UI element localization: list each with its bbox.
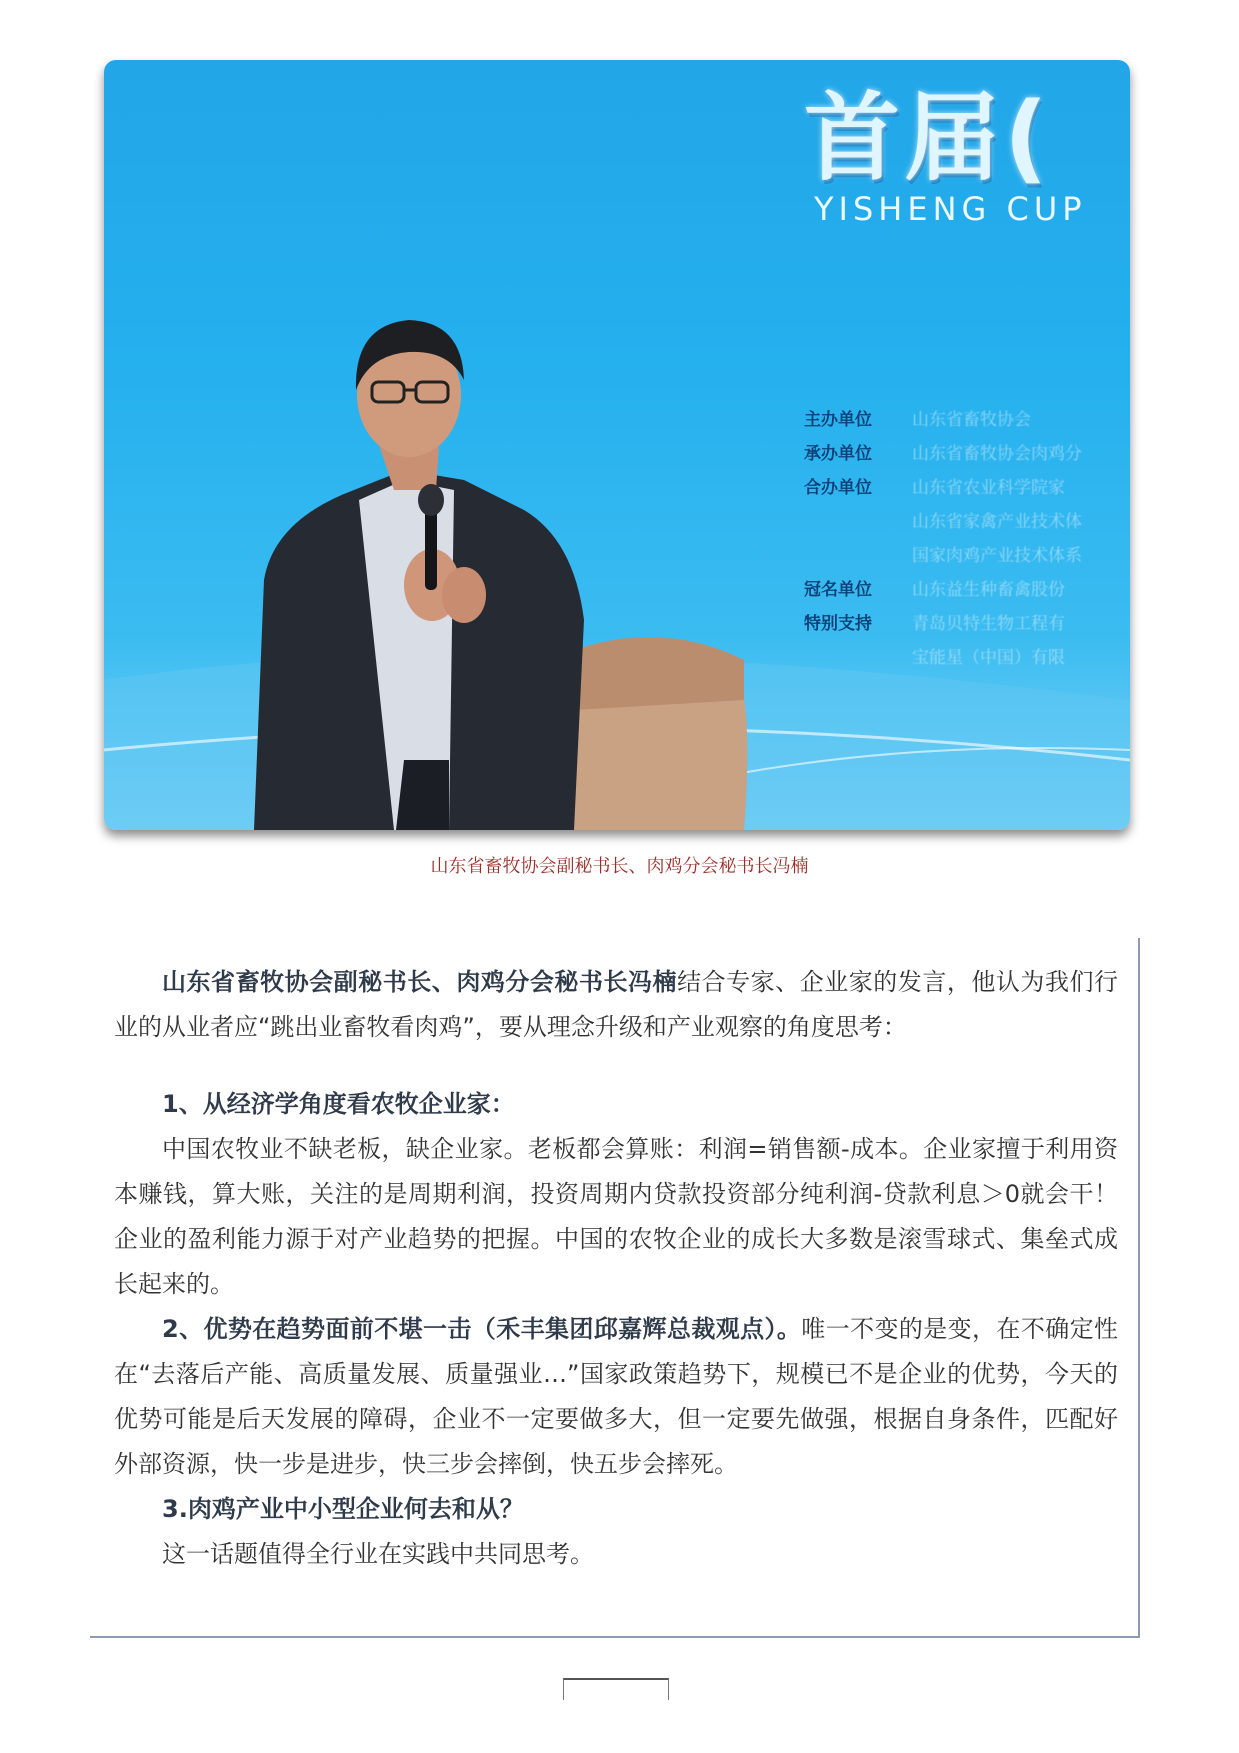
credit-key: 合办单位 — [804, 477, 872, 498]
article-body — [114, 960, 1118, 1577]
banner-title: 首届( — [804, 82, 1052, 194]
point1-heading — [114, 1082, 1118, 1127]
banner-subtitle: YISHENG CUP — [814, 190, 1087, 228]
credit-key: 主办单位 — [804, 409, 872, 430]
point2-text: 唯一不变的是变，在不确定性在“去落后产能、高质量发展、质量强业…”国家政策趋势下，规模已不是企业的优势，今天的优势可能是后天发展的障碍，企业不一定要做多大，但一定要先做强，根据自身条件，匹配好外部资源，快一步是进步，快三步会摔倒，快五步会摔死。 — [114, 1315, 1119, 1478]
speaker-photo — [104, 60, 1130, 830]
credit-row — [804, 570, 1082, 604]
credit-row — [804, 400, 1082, 434]
speaker-name: 山东省畜牧协会副秘书长、肉鸡分会秘书长冯楠 — [162, 968, 678, 996]
credit-row — [804, 638, 1082, 672]
point2-title: 2、优势在趋势面前不堪一击（禾丰集团邱嘉辉总裁观点）。 — [162, 1315, 802, 1343]
credit-value: 青岛贝特生物工程有 — [912, 613, 1065, 634]
credit-value: 山东省家禽产业技术体 — [912, 511, 1082, 532]
credit-row — [804, 468, 1082, 502]
point1-title: 1、从经济学角度看农牧企业家： — [162, 1090, 515, 1118]
credit-key: 冠名单位 — [804, 579, 872, 600]
text-box-right-border — [1138, 938, 1140, 1638]
intro-paragraph — [114, 960, 1118, 1050]
credit-row — [804, 502, 1082, 536]
credit-value: 山东省畜牧协会 — [912, 409, 1031, 430]
page-tab-decoration — [563, 1678, 669, 1700]
paragraph-spacer — [114, 1050, 1118, 1082]
credit-row — [804, 434, 1082, 468]
credit-value: 宝能星（中国）有限 — [912, 647, 1065, 668]
credit-value: 山东省农业科学院家 — [912, 477, 1065, 498]
point1-paragraph: 中国农牧业不缺老板，缺企业家。老板都会算账：利润=销售额-成本。企业家擅于利用资本赚钱，算大账，关注的是周期利润，投资周期内贷款投资部分纯利润-贷款利息＞0就会干！企业的盈利能力源于对产业趋势的把握。中国的农牧企业的成长大多数是滚雪球式、集垒式成长起来的。 — [114, 1135, 1118, 1298]
credit-value: 山东省畜牧协会肉鸡分 — [912, 443, 1082, 464]
credit-value: 山东益生种畜禽股份 — [912, 579, 1065, 600]
credit-row — [804, 604, 1082, 638]
credit-key: 特别支持 — [804, 613, 872, 634]
point2-paragraph — [114, 1307, 1118, 1487]
intro-text: 结合专家、企业家的发言，他认为我们行业的从业者应“跳出业畜牧看肉鸡”，要从理念升级和产业观察的角度思考： — [114, 968, 1119, 1041]
point3-title: 3.肉鸡产业中小型企业何去和从？ — [162, 1495, 524, 1523]
point3-paragraph: 这一话题值得全行业在实践中共同思考。 — [162, 1540, 594, 1568]
credit-row — [804, 536, 1082, 570]
credit-key: 承办单位 — [804, 443, 872, 464]
credits-list — [804, 400, 1082, 672]
credit-value: 国家肉鸡产业技术体系 — [912, 545, 1082, 566]
photo-caption: 山东省畜牧协会副秘书长、肉鸡分会秘书长冯楠 — [430, 856, 809, 877]
text-box-bottom-border — [90, 1636, 1140, 1638]
point3-heading — [114, 1487, 1118, 1532]
